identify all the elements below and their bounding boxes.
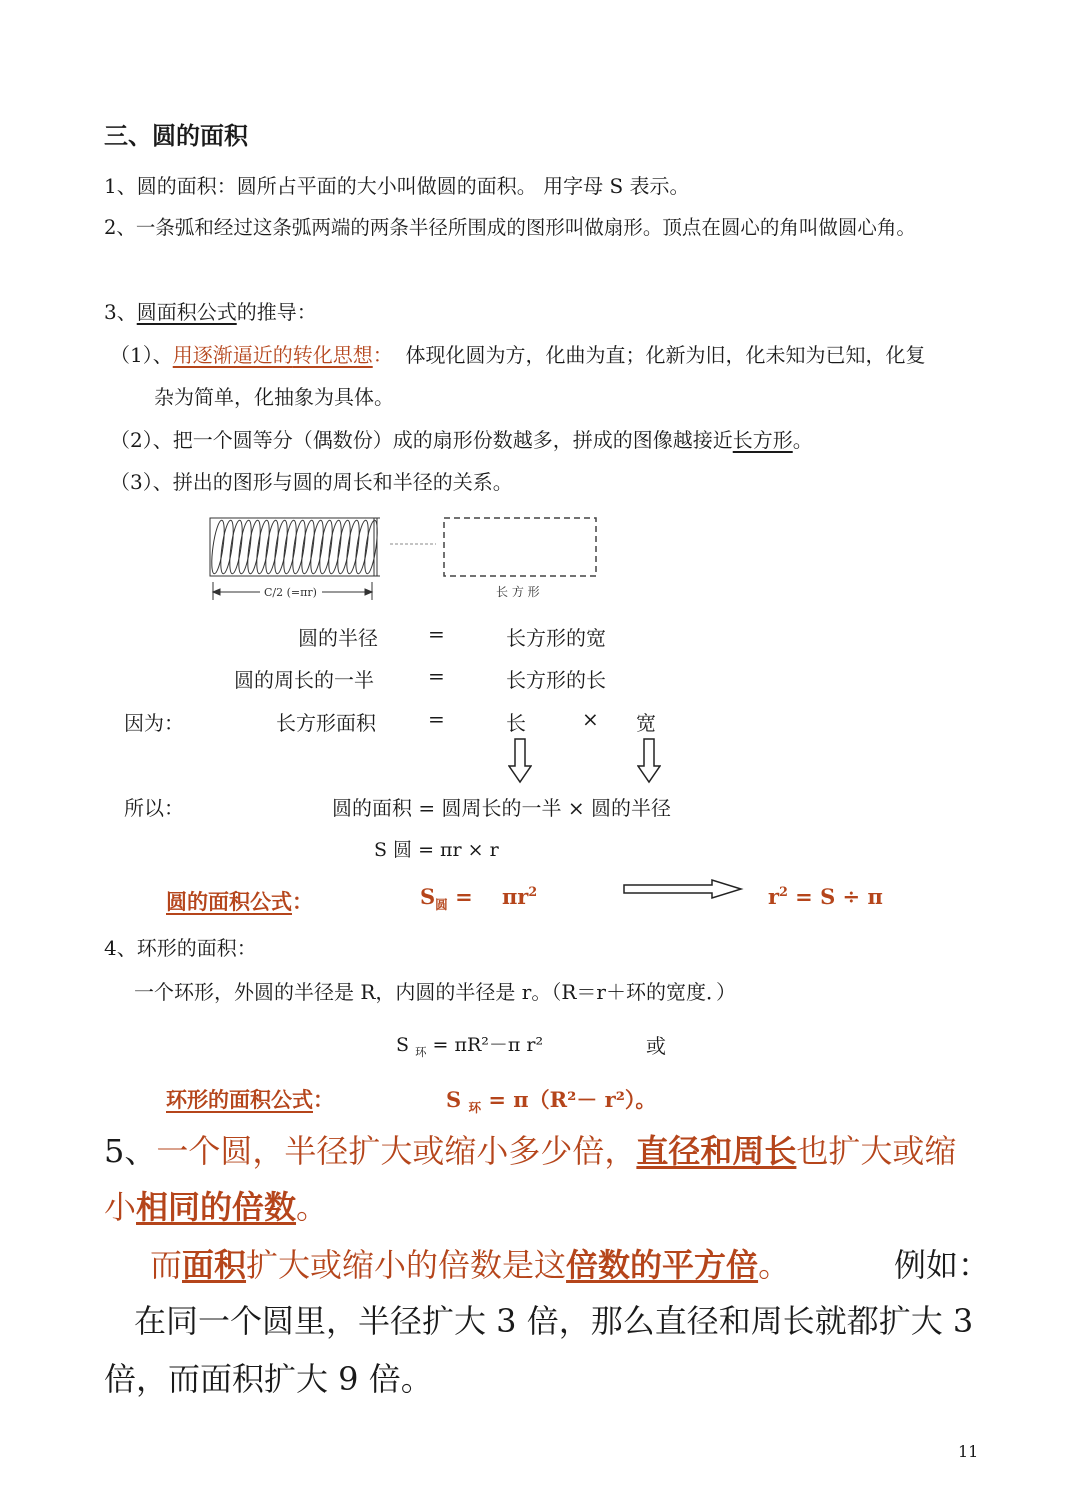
item1-colon: ： (372, 343, 393, 367)
formula-right-rest: = S ÷ π (795, 884, 883, 909)
eq-r3-times: × (582, 707, 599, 731)
ring-formula-colon: ： (313, 1087, 334, 1112)
eq-r4: 圆的面积 = 圆周长的一半 × 圆的半径 (332, 796, 671, 820)
item1-text: 体现化圆为方，化曲为直；化新为旧，化未知为已知，化复 (405, 343, 926, 367)
paragraph-3 (104, 296, 317, 325)
section-heading: 三、圆的面积 (104, 121, 248, 150)
rectangle-label: 长 方 形 (496, 585, 540, 599)
item-2 (110, 424, 813, 453)
ring-formula-s: S (446, 1087, 462, 1112)
dashed-rectangle (444, 518, 596, 576)
item-1 (110, 339, 925, 368)
page-number: 11 (958, 1442, 979, 1461)
paragraph-4: 4、环形的面积： (104, 936, 257, 960)
formula-sub: 圆 (435, 897, 448, 913)
eq-r2-eq: = (428, 664, 445, 688)
paragraph-5-line-1 (104, 1132, 956, 1170)
figure-sectors-to-rectangle (200, 510, 610, 610)
eq-r3-eq: = (428, 707, 445, 731)
paragraph-5-line-2 (104, 1188, 328, 1226)
sector-loop (290, 520, 307, 575)
ring-s: S (396, 1034, 410, 1056)
p3-rest: 的推导： (236, 300, 317, 324)
item2-text: （2）、把一个圆等分（偶数份）成的扇形份数越多，拼成的图像越接近 (110, 428, 733, 452)
eq-r1-eq: = (428, 622, 445, 646)
item-3: （3）、拼出的图形与圆的周长和半径的关系。 (110, 470, 513, 494)
sector-loop (245, 520, 262, 575)
ring-description: 一个环形，外圆的半径是 R，内圆的半径是 r。（R＝r＋环的宽度．） (134, 980, 736, 1004)
paragraph-5-line-3 (150, 1246, 790, 1284)
paragraph-5-line-5: 倍，而面积扩大 9 倍。 (104, 1360, 433, 1398)
formula-right-r: r (768, 884, 780, 909)
p5-g: 。 (296, 1188, 329, 1226)
ring-area-formula-label (166, 1084, 334, 1114)
formula-sup: 2 (528, 884, 538, 899)
sector-loop (281, 520, 298, 575)
sector-loop (308, 520, 325, 575)
arc-length-label: C/2 (=πr) (264, 586, 317, 599)
p5-b: 一个圆，半径扩大或缩小多少倍， (156, 1132, 637, 1170)
eq-r1-left: 圆的半径 (298, 626, 378, 650)
p5-h: 而 (150, 1246, 183, 1284)
ring-sub: 环 (415, 1044, 427, 1059)
item1-num: （1）、 (110, 343, 173, 367)
ring-equation (396, 1030, 543, 1060)
ring-area-formula (446, 1084, 656, 1116)
paragraph-1: 1、圆的面积：圆所占平面的大小叫做圆的面积。 用字母 S 表示。 (104, 174, 690, 198)
sector-loop (218, 520, 235, 575)
p5-j: 扩大或缩小的倍数是这 (246, 1246, 567, 1284)
ring-formula-rest: = π（R²－ r²）。 (488, 1087, 657, 1112)
formula-eq: = (455, 884, 473, 909)
item2-underlined: 长方形 (732, 428, 793, 452)
circle-area-formula-label (166, 886, 313, 916)
sector-loop (344, 520, 361, 575)
eq-r2-left: 圆的周长的一半 (234, 668, 374, 692)
ring-rest: = πR²－π r² (432, 1034, 544, 1056)
because-label: 因为： (124, 711, 184, 735)
p5-a: 5、 (104, 1132, 157, 1170)
p5-l: 。 (758, 1246, 791, 1284)
sector-loop (353, 520, 370, 575)
or-label: 或 (646, 1034, 666, 1058)
p5-e: 小 (104, 1188, 137, 1226)
p5-f: 相同的倍数 (136, 1188, 297, 1226)
sector-loop (317, 520, 334, 575)
down-arrow-icon (637, 738, 661, 784)
ring-formula-label: 环形的面积公式 (166, 1087, 313, 1112)
p5-i: 面积 (182, 1246, 247, 1284)
item1-u2: 转化思想 (292, 343, 373, 367)
radius-squared-formula (768, 884, 883, 909)
so-label: 所以： (124, 796, 184, 820)
p3-underlined: 圆面积公式 (136, 300, 237, 324)
item-1-cont: 杂为简单，化抽象为具体。 (154, 385, 394, 409)
ring-formula-sub: 环 (468, 1100, 482, 1116)
eq-r3-width: 宽 (636, 711, 656, 735)
circle-area-formula (420, 884, 537, 913)
p3-num: 3、 (104, 300, 137, 324)
sector-loop (299, 520, 316, 575)
sector-loop (326, 520, 343, 575)
p5-k: 倍数的平方倍 (566, 1246, 759, 1284)
formula-s: S (420, 884, 436, 909)
sector-loop (263, 520, 280, 575)
eq-r2-right: 长方形的长 (506, 668, 606, 692)
eq-r5: S 圆 = πr × r (374, 839, 499, 861)
sector-loop (272, 520, 289, 575)
formula-colon: ： (292, 889, 313, 914)
formula-label: 圆的面积公式 (166, 889, 292, 914)
paragraph-2: 2、一条弧和经过这条弧两端的两条半径所围成的图形叫做扇形。顶点在圆心的角叫做圆心角。 (104, 216, 916, 239)
item1-u1: 用逐渐逼近的 (172, 343, 293, 367)
eq-r3-left: 长方形面积 (276, 711, 376, 735)
eq-r3-length: 长 (506, 711, 526, 735)
sector-loop (227, 520, 244, 575)
sector-loop (254, 520, 271, 575)
p5-c: 直径和周长 (636, 1132, 797, 1170)
down-arrow-icon (508, 738, 532, 784)
paragraph-5-line-4: 在同一个圆里，半径扩大 3 倍，那么直径和周长就都扩大 3 (134, 1302, 974, 1340)
p5-example: 例如： (894, 1246, 991, 1284)
sector-loop (209, 520, 226, 575)
item2-end: 。 (792, 428, 813, 452)
right-arrow-icon (622, 878, 744, 900)
formula-pir: πr (501, 884, 529, 909)
p5-d: 也扩大或缩 (796, 1132, 957, 1170)
formula-right-sup: 2 (779, 884, 788, 899)
sector-loop (236, 520, 253, 575)
sector-loop (335, 520, 352, 575)
eq-r1-right: 长方形的宽 (506, 626, 606, 650)
